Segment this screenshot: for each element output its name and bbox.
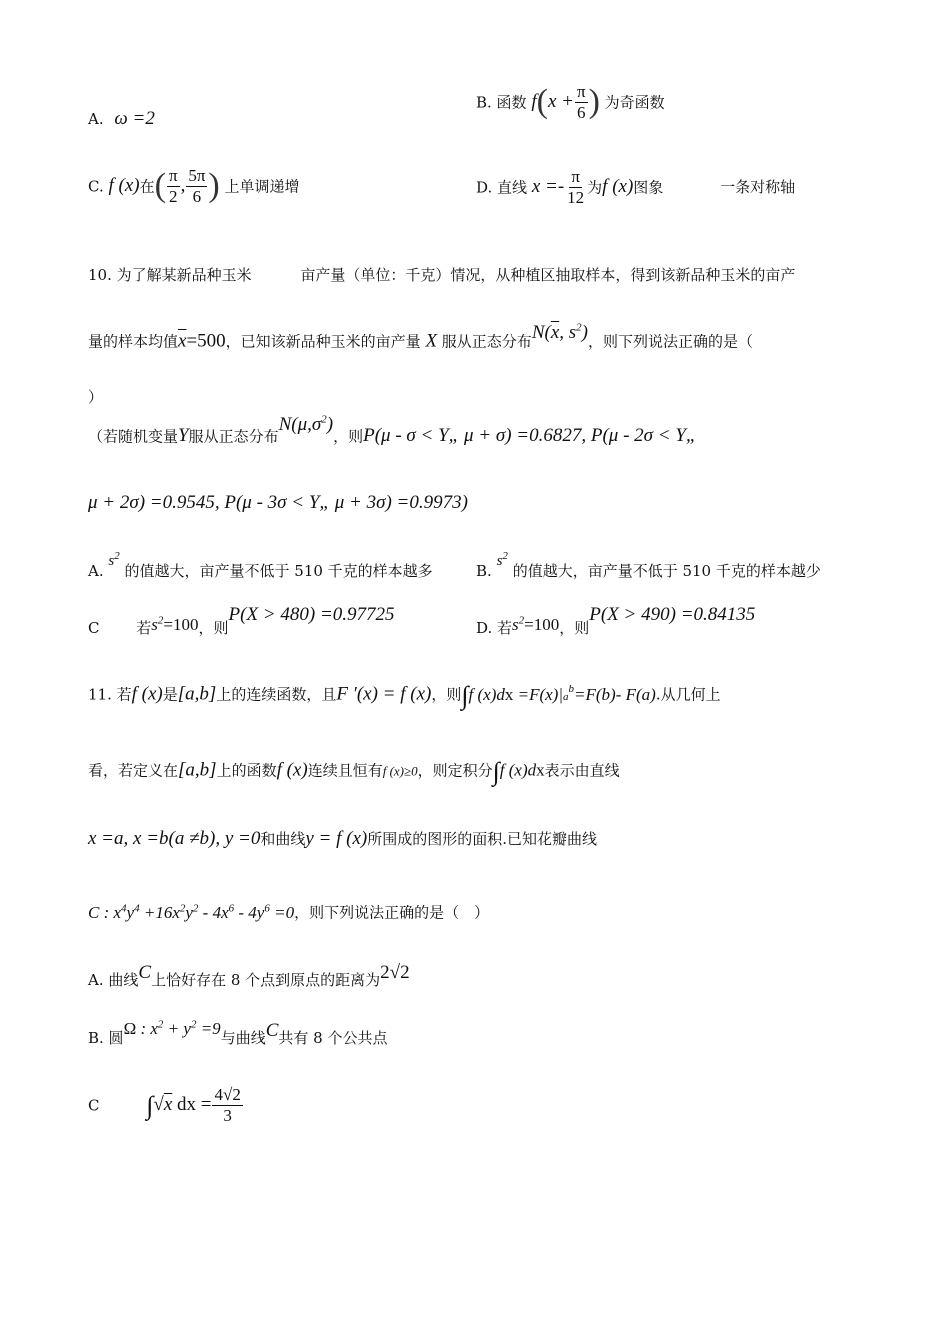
q11-integral-sign-2: ∫ (492, 757, 500, 786)
q11-line-2: 看，若定义在[a,b]上的函数f (x)连续且恒有f (x)≥0，则定积分∫f (x)dx表示由直线 (88, 757, 620, 786)
q10-line-2: 量的样本均值$\overline{x}=500$，已知该新品种玉米的亩产量 X 服从正态分布$N(\overline{x}$, $s^2$)，则下列说法正确的是（ (88, 322, 753, 352)
q10-option-d-ze: ，则 (559, 618, 590, 637)
q10-line-3 (88, 388, 103, 406)
q10-line-1-a: 10. 为了解某新品种玉米 (88, 266, 252, 284)
q11-option-a-label: A. 曲线 (88, 970, 139, 989)
q10-line-1-b: 亩产量（单位：千克）情况，从种植区抽取样本，得到该新品种玉米的亩产 (300, 266, 796, 284)
q10-line-4-math: P(μ - σ < Y„ μ + σ) =0.6827, P(μ - 2σ < Y„ (363, 424, 697, 446)
q9-option-c: C. f (x)在( $\frac{\pi}{2}$ , $\frac{5\pi}{6}$ ) 上单调递增 (88, 166, 300, 206)
q9-option-c-fraction-1: $\frac{\pi}{2}$ (168, 166, 178, 206)
q11-line-2-c: 连续且恒有 (307, 761, 383, 780)
q11-line-1-b: 是 (162, 685, 178, 704)
q11-curve-equation: C : $x^4y^4 +16x^2y^2 - 4x^6 - 4y^6 =0$ (88, 902, 295, 922)
q11-option-a-value: 2√2 (380, 962, 410, 983)
q11-line-3-b: 所围成的图形的面积.已知花瓣曲线 (367, 830, 598, 848)
q11-line-3-a: 和曲线 (260, 830, 306, 848)
q11-line-2-e: 表示由直线 (544, 761, 620, 780)
q9-option-d: D. 直线 x =- $\frac{\pi}{12}$ 为f (x)图象 一条对称轴 (476, 167, 796, 207)
q11-option-c-integral: ∫ (146, 1090, 154, 1120)
q11-option-a-text: 上恰好存在 8 个点到原点的距离为 (151, 970, 381, 989)
q11-line-1-d: ，则 (431, 685, 462, 704)
q9-option-a-label: A. (88, 110, 104, 128)
q9-option-d-x: x =- (531, 175, 565, 197)
q9-option-b-label: B. 函数 (476, 93, 527, 112)
q10-line-4-c: ，则 (333, 427, 364, 446)
q9-option-d-fraction: $\frac{\pi}{12}$ (567, 167, 585, 207)
q11-option-c-sqrt: √x dx = (153, 1093, 212, 1115)
q10-normal-dist: $N(\overline{x}$, $s^2$) (531, 322, 588, 344)
q9-option-b-paren: ( (536, 83, 548, 120)
q11-line-1-e: .从几何上 (655, 685, 721, 704)
q10-normal-mu-sigma: $N(\mu,\sigma^2)$ (278, 414, 334, 436)
q10-line-4-a: （若随机变量 (88, 427, 179, 446)
q10-line-2-b: ，已知该新品种玉米的亩产量 (225, 332, 421, 351)
q11-option-c-fraction: $\frac{4√2}{3}$ (214, 1085, 241, 1125)
q9-option-c-label: C. (88, 177, 104, 196)
q11-newton-leibniz: f $(x)dx =F(x)|a^b=F(b)-$ F(a) (468, 682, 656, 704)
q9-option-b-fraction: $\frac{\pi}{6}$ (576, 82, 586, 122)
q10-line-1 (88, 266, 795, 284)
q10-option-c-ze: ，则 (198, 618, 229, 637)
q10-option-c-prob: P(X > 480) =0.97725 (228, 604, 395, 625)
q10-line-4: （若随机变量Y服从正态分布$N(\mu,\sigma^2)$，则P(μ - σ < Y„ μ + σ) =0.6827, P(μ - 2σ < Y„ (88, 414, 697, 446)
q9-option-c-fraction-2: $\frac{5\pi}{6}$ (188, 166, 206, 206)
q10-option-d: D. 若$s^2=100$，则P(X > 490) =0.84135 (476, 604, 756, 637)
q10-line-5-math: μ + 2σ) =0.9545, P(μ - 3σ < Y„ μ + 3σ) =0.9973) (88, 492, 468, 513)
q10-mean-value: =500 (186, 330, 226, 352)
q10-option-b-text: 的值越大，亩产量不低于 510 千克的样本越少 (512, 562, 821, 580)
q11-option-c-label: C (88, 1096, 100, 1115)
q9-option-d-text: 图象 (633, 178, 664, 197)
q10-option-a: A. $s^2$ 的值越大，亩产量不低于 510 千克的样本越多 (88, 550, 433, 580)
q11-derivative: F ′(x) = f (x) (336, 683, 432, 705)
q11-option-b: B. 圆Ω : $x^2 + y^2 =9$与曲线C共有 8 个公共点 (88, 1018, 388, 1047)
q11-line-2-b: 上的函数 (216, 761, 277, 780)
q9-option-b-func: f (531, 91, 537, 112)
q10-line-5 (88, 492, 468, 515)
q10-option-c: C 若$s^2=100$，则P(X > 480) =0.97725 (88, 604, 395, 637)
q11-circle-equation: Ω : $x^2 + y^2 =9$ (123, 1018, 221, 1038)
q11-line-1-a: 11. 若 (88, 685, 132, 704)
q9-option-c-text: 上单调递增 (224, 177, 300, 196)
q11-option-b-text-2: 共有 8 个公共点 (278, 1028, 388, 1047)
q10-line-2-a: 量的样本均值 (88, 332, 179, 351)
q11-line-1-c: 上的连续函数，且 (216, 685, 337, 704)
q11-line-4-tail: ，则下列说法正确的是（ ） (294, 903, 490, 922)
q10-option-a-text: 的值越大，亩产量不低于 510 千克的样本越多 (124, 562, 433, 580)
q11-line-1: 11. 若f (x)是[a,b]上的连续函数，且F ′(x) = f (x)，则∫f $(x)dx =F(x)|a^b=F(b)-$ F(a).从几何上 (88, 681, 721, 710)
q11-line-3-math: x =a, x =b(a ≠b), y =0 (88, 828, 261, 849)
q9-option-a (88, 108, 155, 131)
q9-option-d-mid: 为 (587, 178, 603, 197)
q10-option-d-eq: =100 (524, 615, 560, 634)
q11-option-b-label: B. 圆 (88, 1028, 124, 1047)
q10-option-c-ruo: 若 (136, 618, 152, 637)
q9-option-d-label: D. 直线 (476, 178, 528, 197)
q11-option-c (88, 1086, 244, 1125)
q11-line-3: x =a, x =b(a ≠b), y =0和曲线y = f (x)所围成的图形的面积.已知花瓣曲线 (88, 828, 598, 849)
q9-option-b-x: x + (547, 91, 574, 112)
q11-integral-sign-1: ∫ (461, 681, 469, 710)
q11-nonneg: f (x)≥0 (382, 763, 418, 779)
q10-line-2-d: ，则下列说法正确的是（ (587, 332, 753, 351)
q10-option-d-prob: P(X > 490) =0.84135 (589, 604, 756, 625)
q11-line-4 (88, 902, 489, 923)
q10-line-4-b: 服从正态分布 (188, 427, 279, 446)
q11-line-2-a: 看，若定义在 (88, 761, 179, 780)
q9-option-d-end: 一条对称轴 (720, 178, 796, 197)
q9-option-c-mid: 在 (139, 177, 155, 196)
q9-option-a-math: ω =2 (114, 108, 155, 129)
q10-option-c-eq: =100 (163, 615, 199, 634)
q11-option-a: A. 曲线C上恰好存在 8 个点到原点的距离为2√2 (88, 962, 410, 989)
q10-option-d-label: D. 若 (476, 618, 513, 637)
q9-option-c-func: f (x) (108, 175, 140, 196)
q10-option-b-label: B. (476, 562, 492, 580)
q10-mean-symbol: $\overline{x}$ (178, 330, 187, 352)
q10-option-b: B. $s^2$ 的值越大，亩产量不低于 510 千克的样本越少 (476, 550, 821, 580)
q10-line-3-text: ） (88, 388, 104, 406)
q11-line-2-d: ，则定积分 (417, 761, 493, 780)
q9-option-b-text: 为奇函数 (604, 93, 665, 112)
q10-line-2-c: 服从正态分布 (441, 332, 532, 351)
q10-option-c-label: C (88, 618, 100, 637)
q11-option-b-text-1: 与曲线 (220, 1028, 266, 1047)
q9-option-b: B. 函数 f(x + $\frac{\pi}{6}$ ) 为奇函数 (476, 82, 665, 122)
q10-option-a-label: A. (88, 562, 104, 580)
